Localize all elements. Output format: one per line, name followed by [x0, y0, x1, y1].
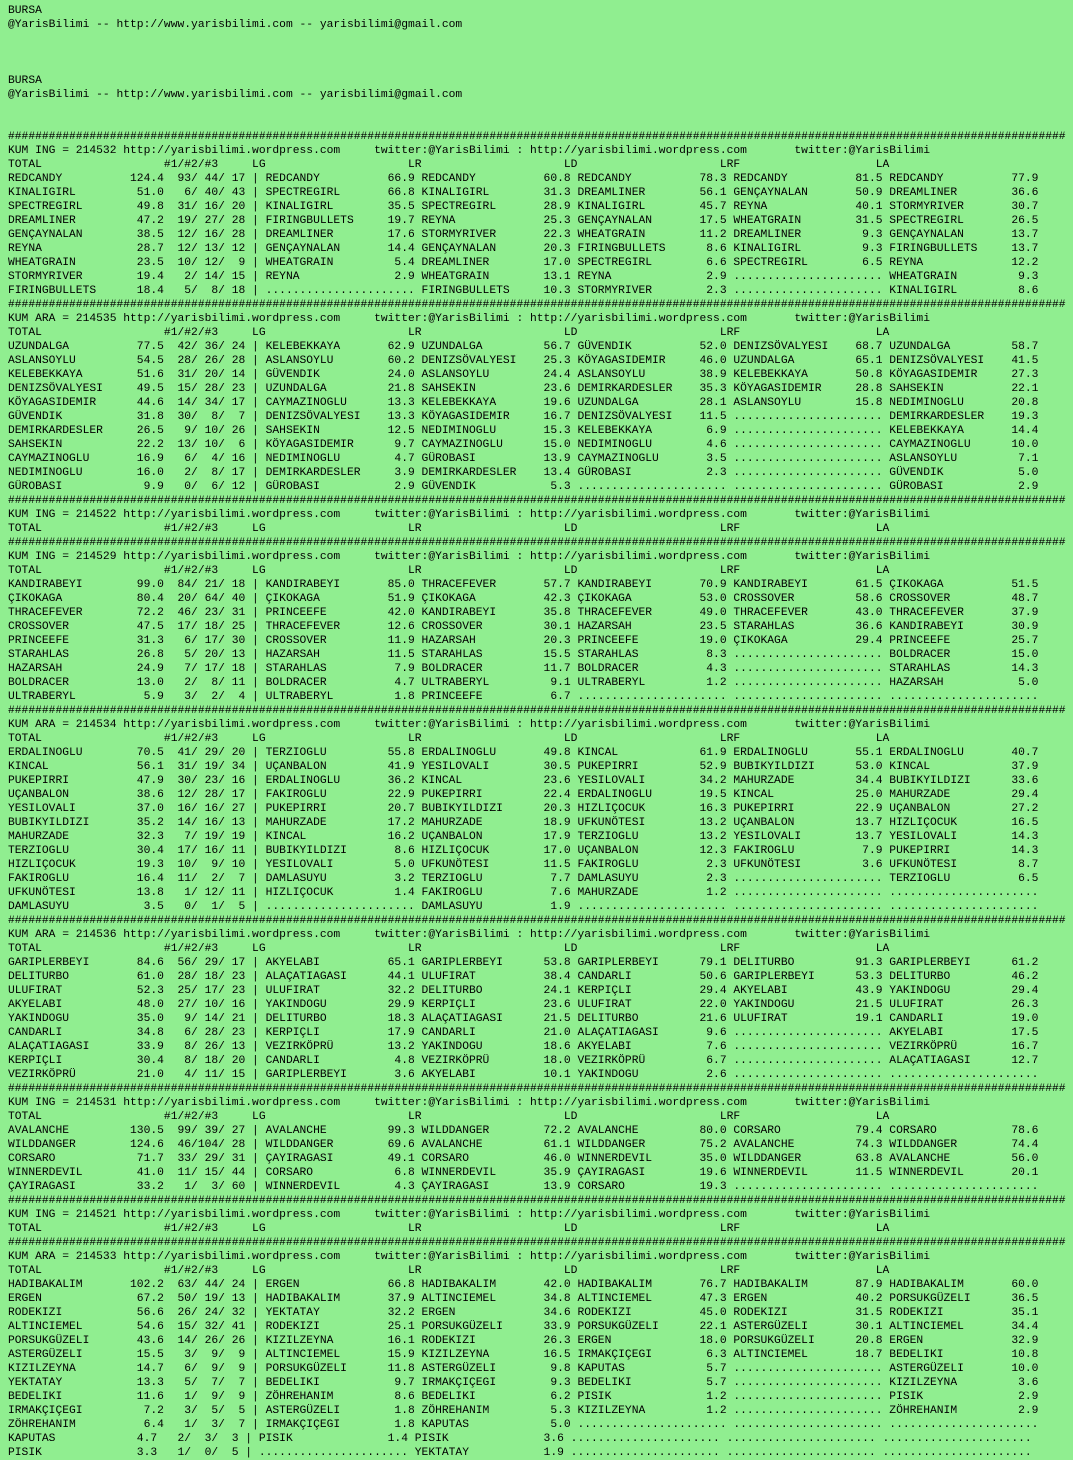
horse-stats-row: BEDELIKI 11.6 1/ 9/ 9 | ZÖHREHANIM 8.6 BEDELIKI 6.2 PISIK 1.2 ...................... PISIK 2.9 [8, 1391, 1039, 1403]
horse-stats-row: ALTINCIEMEL 54.6 15/ 32/ 41 | RODEKIZI 25.1 PORSUKGÜZELI 33.9 PORSUKGÜZELI 22.1 ASTERGÜZELI 30.1 ALTINCIEMEL 34.4 [8, 1321, 1039, 1333]
column-header: TOTAL #1/#2/#3 LG LR LD LRF LA [8, 159, 890, 171]
horse-stats-row: GÜROBASI 9.9 0/ 6/ 12 | GÜROBASI 2.9 GÜVENDIK 5.3 ...................... ...................... GÜROBASI 2.9 [8, 481, 1039, 493]
horse-stats-row: BOLDRACER 13.0 2/ 8/ 11 | BOLDRACER 4.7 ULTRABERYL 9.1 ULTRABERYL 1.2 ...................... HAZARSAH 5.0 [8, 677, 1039, 689]
horse-stats-row: TERZIOGLU 30.4 17/ 16/ 11 | BUBIKYILDIZI 8.6 HIZLIÇOCUK 17.0 UÇANBALON 12.3 FAKIROGLU 7.9 PUKEPIRRI 14.3 [8, 845, 1039, 857]
blank-line [8, 116, 1073, 130]
horse-stats-row: FAKIROGLU 16.4 11/ 2/ 7 | DAMLASUYU 3.2 TERZIOGLU 7.7 DAMLASUYU 2.3 ...................... TERZIOGLU 6.5 [8, 873, 1039, 885]
horse-stats-row: VEZIRKÖPRÜ 21.0 4/ 11/ 15 | GARIPLERBEYI 3.6 AKYELABI 10.1 YAKINDOGU 2.6 ...................... ...................... [8, 1069, 1039, 1081]
horse-stats-row: UÇANBALON 38.6 12/ 28/ 17 | FAKIROGLU 22.9 PUKEPIRRI 22.4 ERDALINOGLU 19.5 KINCAL 25.0 MAHURZADE 29.4 [8, 789, 1039, 801]
horse-stats-row: WINNERDEVIL 41.0 11/ 15/ 44 | CORSARO 6.8 WINNERDEVIL 35.9 ÇAYIRAGASI 19.6 WINNERDEVIL 11.5 WINNERDEVIL 20.1 [8, 1167, 1039, 1179]
blank-line [8, 32, 1073, 46]
section-divider: ############################################################################################################################################################ [8, 299, 1066, 311]
horse-stats-row: YAKINDOGU 35.0 9/ 14/ 21 | DELITURBO 18.3 ALAÇATIAGASI 21.5 DELITURBO 21.6 ULUFIRAT 19.1 CANDARLI 19.0 [8, 1013, 1039, 1025]
horse-stats-row: MAHURZADE 32.3 7/ 19/ 19 | KINCAL 16.2 UÇANBALON 17.9 TERZIOGLU 13.2 YESILOVALI 13.7 YESILOVALI 14.3 [8, 831, 1039, 843]
horse-stats-row: BUBIKYILDIZI 35.2 14/ 16/ 13 | MAHURZADE 17.2 MAHURZADE 18.9 UFKUNÖTESI 13.2 UÇANBALON 13.7 HIZLIÇOCUK 16.5 [8, 817, 1039, 829]
horse-stats-row: STARAHLAS 26.8 5/ 20/ 13 | HAZARSAH 11.5 STARAHLAS 15.5 STARAHLAS 8.3 ...................... BOLDRACER 15.0 [8, 649, 1039, 661]
section-divider: ############################################################################################################################################################ [8, 1237, 1066, 1249]
column-header: TOTAL #1/#2/#3 LG LR LD LRF LA [8, 1111, 890, 1123]
race-header: KUM ING = 214531 http://yarisbilimi.wordpress.com twitter:@YarisBilimi : http://yarisbilimi.wordpress.com twitter:@YarisBilimi [8, 1097, 930, 1109]
horse-stats-row: CAYMAZINOGLU 16.9 6/ 4/ 16 | NEDIMINOGLU 4.7 GÜROBASI 13.9 CAYMAZINOGLU 3.5 ...................... ASLANSOYLU 7.1 [8, 453, 1039, 465]
horse-stats-row: STORMYRIVER 19.4 2/ 14/ 15 | REYNA 2.9 WHEATGRAIN 13.1 REYNA 2.9 ...................... WHEATGRAIN 9.3 [8, 271, 1039, 283]
horse-stats-row: YESILOVALI 37.0 16/ 16/ 27 | PUKEPIRRI 20.7 BUBIKYILDIZI 20.3 HIZLIÇOCUK 16.3 PUKEPIRRI 22.9 UÇANBALON 27.2 [8, 803, 1039, 815]
horse-stats-row: WHEATGRAIN 23.5 10/ 12/ 9 | WHEATGRAIN 5.4 DREAMLINER 17.0 SPECTREGIRL 6.6 SPECTREGIRL 6.5 REYNA 12.2 [8, 257, 1039, 269]
horse-stats-row: SAHSEKIN 22.2 13/ 10/ 6 | KÖYAGASIDEMIR 9.7 CAYMAZINOGLU 15.0 NEDIMINOGLU 4.6 ...................... CAYMAZINOGLU 10.0 [8, 439, 1039, 451]
horse-stats-row: YEKTATAY 13.3 5/ 7/ 7 | BEDELIKI 9.7 IRMAKÇIÇEGI 9.3 BEDELIKI 5.7 ...................... KIZILZEYNA 3.6 [8, 1377, 1039, 1389]
horse-stats-row: ERGEN 67.2 50/ 19/ 13 | HADIBAKALIM 37.9 ALTINCIEMEL 34.8 ALTINCIEMEL 47.3 ERGEN 40.2 PORSUKGÜZELI 36.5 [8, 1293, 1039, 1305]
horse-stats-row: ASTERGÜZELI 15.5 3/ 9/ 9 | ALTINCIEMEL 15.9 KIZILZEYNA 16.5 IRMAKÇIÇEGI 6.3 ALTINCIEMEL 18.7 BEDELIKI 10.8 [8, 1349, 1039, 1361]
horse-stats-row: HIZLIÇOCUK 19.3 10/ 9/ 10 | YESILOVALI 5.0 UFKUNÖTESI 11.5 FAKIROGLU 2.3 UFKUNÖTESI 3.6 UFKUNÖTESI 8.7 [8, 859, 1039, 871]
horse-stats-row: GÜVENDIK 31.8 30/ 8/ 7 | DENIZSÖVALYESI 13.3 KÖYAGASIDEMIR 16.7 DENIZSÖVALYESI 11.5 ...................... DEMIRKARDESLER 19.3 [8, 411, 1039, 423]
race-header: KUM ING = 214522 http://yarisbilimi.wordpress.com twitter:@YarisBilimi : http://yarisbilimi.wordpress.com twitter:@YarisBilimi [8, 509, 930, 521]
horse-stats-row: IRMAKÇIÇEGI 7.2 3/ 5/ 5 | ASTERGÜZELI 1.8 ZÖHREHANIM 5.3 KIZILZEYNA 1.2 ...................... ZÖHREHANIM 2.9 [8, 1405, 1039, 1417]
horse-stats-row: UFKUNÖTESI 13.8 1/ 12/ 11 | HIZLIÇOCUK 1.4 FAKIROGLU 7.6 MAHURZADE 1.2 ...................... ...................... [8, 887, 1039, 899]
race-header: KUM ARA = 214534 http://yarisbilimi.wordpress.com twitter:@YarisBilimi : http://yarisbilimi.wordpress.com twitter:@YarisBilimi [8, 719, 930, 731]
blank-line [8, 102, 1073, 116]
horse-stats-row: KERPIÇLI 30.4 8/ 18/ 20 | CANDARLI 4.8 VEZIRKÖPRÜ 18.0 VEZIRKÖPRÜ 6.7 ...................... ALAÇATIAGASI 12.7 [8, 1055, 1039, 1067]
section-divider: ############################################################################################################################################################ [8, 705, 1066, 717]
section-divider: ############################################################################################################################################################ [8, 915, 1066, 927]
race-header: KUM ING = 214532 http://yarisbilimi.wordpress.com twitter:@YarisBilimi : http://yarisbilimi.wordpress.com twitter:@YarisBilimi [8, 145, 930, 157]
section-divider: ############################################################################################################################################################ [8, 495, 1066, 507]
horse-stats-row: HAZARSAH 24.9 7/ 17/ 18 | STARAHLAS 7.9 BOLDRACER 11.7 BOLDRACER 4.3 ...................... STARAHLAS 14.3 [8, 663, 1039, 675]
column-header: TOTAL #1/#2/#3 LG LR LD LRF LA [8, 1265, 890, 1277]
race-header: KUM ARA = 214533 http://yarisbilimi.wordpress.com twitter:@YarisBilimi : http://yarisbilimi.wordpress.com twitter:@YarisBilimi [8, 1251, 930, 1263]
horse-stats-row: DAMLASUYU 3.5 0/ 1/ 5 | ...................... DAMLASUYU 1.9 ...................... ...................... ...................... [8, 901, 1039, 913]
section-divider: ############################################################################################################################################################ [8, 1083, 1066, 1095]
race-header: KUM ARA = 214535 http://yarisbilimi.wordpress.com twitter:@YarisBilimi : http://yarisbilimi.wordpress.com twitter:@YarisBilimi [8, 313, 930, 325]
horse-stats-row: ERDALINOGLU 70.5 41/ 29/ 20 | TERZIOGLU 55.8 ERDALINOGLU 49.8 KINCAL 61.9 ERDALINOGLU 55.1 ERDALINOGLU 40.7 [8, 747, 1039, 759]
horse-stats-row: HADIBAKALIM 102.2 63/ 44/ 24 | ERGEN 66.8 HADIBAKALIM 42.0 HADIBAKALIM 76.7 HADIBAKALIM 87.9 HADIBAKALIM 60.0 [8, 1279, 1039, 1291]
horse-stats-row: ÇAYIRAGASI 33.2 1/ 3/ 60 | WINNERDEVIL 4.3 ÇAYIRAGASI 13.9 CORSARO 19.3 ...................... ...................... [8, 1181, 1039, 1193]
race-header: KUM ING = 214529 http://yarisbilimi.wordpress.com twitter:@YarisBilimi : http://yarisbilimi.wordpress.com twitter:@YarisBilimi [8, 551, 930, 563]
horse-stats-row: WILDDANGER 124.6 46/104/ 28 | WILDDANGER 69.6 AVALANCHE 61.1 WILDDANGER 75.2 AVALANCHE 74.3 WILDDANGER 74.4 [8, 1139, 1039, 1151]
horse-stats-row: CANDARLI 34.8 6/ 28/ 23 | KERPIÇLI 17.9 CANDARLI 21.0 ALAÇATIAGASI 9.6 ...................... AKYELABI 17.5 [8, 1027, 1039, 1039]
race-header: KUM ING = 214521 http://yarisbilimi.wordpress.com twitter:@YarisBilimi : http://yarisbilimi.wordpress.com twitter:@YarisBilimi [8, 1209, 930, 1221]
horse-stats-row: AVALANCHE 130.5 99/ 39/ 27 | AVALANCHE 99.3 WILDDANGER 72.2 AVALANCHE 80.0 CORSARO 79.4 CORSARO 78.6 [8, 1125, 1039, 1137]
horse-stats-row: ÇIKOKAGA 80.4 20/ 64/ 40 | ÇIKOKAGA 51.9 ÇIKOKAGA 42.3 ÇIKOKAGA 53.0 CROSSOVER 58.6 CROSSOVER 48.7 [8, 593, 1039, 605]
city-title: BURSA [8, 75, 42, 87]
horse-stats-row: CORSARO 71.7 33/ 29/ 31 | ÇAYIRAGASI 49.1 CORSARO 46.0 WINNERDEVIL 35.0 WILDDANGER 63.8 AVALANCHE 56.0 [8, 1153, 1039, 1165]
horse-stats-row: DELITURBO 61.0 28/ 18/ 23 | ALAÇATIAGASI 44.1 ULUFIRAT 38.4 CANDARLI 50.6 GARIPLERBEYI 53.3 DELITURBO 46.2 [8, 971, 1039, 983]
horse-stats-row: ULTRABERYL 5.9 3/ 2/ 4 | ULTRABERYL 1.8 PRINCEEFE 6.7 ...................... ...................... ...................... [8, 691, 1039, 703]
site-contact: @YarisBilimi -- http://www.yarisbilimi.com -- yarisbilimi@gmail.com [8, 19, 463, 31]
blank-line [8, 60, 1073, 74]
horse-stats-row: ULUFIRAT 52.3 25/ 17/ 23 | ULUFIRAT 32.2 DELITURBO 24.1 KERPIÇLI 29.4 AKYELABI 43.9 YAKINDOGU 29.4 [8, 985, 1039, 997]
horse-stats-row: AKYELABI 48.0 27/ 10/ 16 | YAKINDOGU 29.9 KERPIÇLI 23.6 ULUFIRAT 22.0 YAKINDOGU 21.5 ULUFIRAT 26.3 [8, 999, 1039, 1011]
column-header: TOTAL #1/#2/#3 LG LR LD LRF LA [8, 327, 890, 339]
horse-stats-row: GARIPLERBEYI 84.6 56/ 29/ 17 | AKYELABI 65.1 GARIPLERBEYI 53.8 GARIPLERBEYI 79.1 DELITURBO 91.3 GARIPLERBEYI 61.2 [8, 957, 1039, 969]
horse-stats-row: UZUNDALGA 77.5 42/ 36/ 24 | KELEBEKKAYA 62.9 UZUNDALGA 56.7 GÜVENDIK 52.0 DENIZSÖVALYESI 68.7 UZUNDALGA 58.7 [8, 341, 1039, 353]
horse-stats-row: RODEKIZI 56.6 26/ 24/ 32 | YEKTATAY 32.2 ERGEN 34.6 RODEKIZI 45.0 RODEKIZI 31.5 RODEKIZI 35.1 [8, 1307, 1039, 1319]
horse-stats-row: KÖYAGASIDEMIR 44.6 14/ 34/ 17 | CAYMAZINOGLU 13.3 KELEBEKKAYA 19.6 UZUNDALGA 28.1 ASLANSOYLU 15.8 NEDIMINOGLU 20.8 [8, 397, 1039, 409]
horse-stats-row: DREAMLINER 47.2 19/ 27/ 28 | FIRINGBULLETS 19.7 REYNA 25.3 GENÇAYNALAN 17.5 WHEATGRAIN 31.5 SPECTREGIRL 26.5 [8, 215, 1039, 227]
horse-stats-row: GENÇAYNALAN 38.5 12/ 16/ 28 | DREAMLINER 17.6 STORMYRIVER 22.3 WHEATGRAIN 11.2 DREAMLINER 9.3 GENÇAYNALAN 13.7 [8, 229, 1039, 241]
horse-stats-row: KANDIRABEYI 99.0 84/ 21/ 18 | KANDIRABEYI 85.0 THRACEFEVER 57.7 KANDIRABEYI 70.9 KANDIRABEYI 61.5 ÇIKOKAGA 51.5 [8, 579, 1039, 591]
horse-stats-row: FIRINGBULLETS 18.4 5/ 8/ 18 | ...................... FIRINGBULLETS 10.3 STORMYRIVER 2.3 ...................... KINALIGIRL 8.6 [8, 285, 1039, 297]
horse-stats-row: NEDIMINOGLU 16.0 2/ 8/ 17 | DEMIRKARDESLER 3.9 DEMIRKARDESLER 13.4 GÜROBASI 2.3 ...................... GÜVENDIK 5.0 [8, 467, 1039, 479]
column-header: TOTAL #1/#2/#3 LG LR LD LRF LA [8, 523, 890, 535]
city-title: BURSA [8, 5, 42, 17]
horse-stats-row: PORSUKGÜZELI 43.6 14/ 26/ 26 | KIZILZEYNA 16.1 RODEKIZI 26.3 ERGEN 18.0 PORSUKGÜZELI 20.8 ERGEN 32.9 [8, 1335, 1039, 1347]
horse-stats-row: ASLANSOYLU 54.5 28/ 26/ 28 | ASLANSOYLU 60.2 DENIZSÖVALYESI 25.3 KÖYAGASIDEMIR 46.0 UZUNDALGA 65.1 DENIZSÖVALYESI 41.5 [8, 355, 1039, 367]
section-divider: ############################################################################################################################################################ [8, 1195, 1066, 1207]
blank-line [8, 46, 1073, 60]
horse-stats-row: DENIZSÖVALYESI 49.5 15/ 28/ 23 | UZUNDALGA 21.8 SAHSEKIN 23.6 DEMIRKARDESLER 35.3 KÖYAGASIDEMIR 28.8 SAHSEKIN 22.1 [8, 383, 1039, 395]
site-contact: @YarisBilimi -- http://www.yarisbilimi.com -- yarisbilimi@gmail.com [8, 89, 463, 101]
column-header: TOTAL #1/#2/#3 LG LR LD LRF LA [8, 943, 890, 955]
column-header: TOTAL #1/#2/#3 LG LR LD LRF LA [8, 565, 890, 577]
horse-stats-row: ALAÇATIAGASI 33.9 8/ 26/ 13 | VEZIRKÖPRÜ 13.2 YAKINDOGU 18.6 AKYELABI 7.6 ...................... VEZIRKÖPRÜ 16.7 [8, 1041, 1039, 1053]
horse-stats-row: CROSSOVER 47.5 17/ 18/ 25 | THRACEFEVER 12.6 CROSSOVER 30.1 HAZARSAH 23.5 STARAHLAS 36.6 KANDIRABEYI 30.9 [8, 621, 1039, 633]
horse-stats-row: KIZILZEYNA 14.7 6/ 9/ 9 | PORSUKGÜZELI 11.8 ASTERGÜZELI 9.8 KAPUTAS 5.7 ...................... ASTERGÜZELI 10.0 [8, 1363, 1039, 1375]
horse-stats-row: THRACEFEVER 72.2 46/ 23/ 31 | PRINCEEFE 42.0 KANDIRABEYI 35.8 THRACEFEVER 49.0 THRACEFEVER 43.0 THRACEFEVER 37.9 [8, 607, 1039, 619]
horse-stats-row: KINCAL 56.1 31/ 19/ 34 | UÇANBALON 41.9 YESILOVALI 30.5 PUKEPIRRI 52.9 BUBIKYILDIZI 53.0 KINCAL 37.9 [8, 761, 1039, 773]
horse-stats-row: KELEBEKKAYA 51.6 31/ 20/ 14 | GÜVENDIK 24.0 ASLANSOYLU 24.4 ASLANSOYLU 38.9 KELEBEKKAYA 50.8 KÖYAGASIDEMIR 27.3 [8, 369, 1039, 381]
horse-stats-row: KAPUTAS 4.7 2/ 3/ 3 | PISIK 1.4 PISIK 3.6 ...................... ...................... ...................... [8, 1433, 1032, 1445]
horse-stats-row: PRINCEEFE 31.3 6/ 17/ 30 | CROSSOVER 11.9 HAZARSAH 20.3 PRINCEEFE 19.0 ÇIKOKAGA 29.4 PRINCEEFE 25.7 [8, 635, 1039, 647]
horse-stats-row: SPECTREGIRL 49.8 31/ 16/ 20 | KINALIGIRL 35.5 SPECTREGIRL 28.9 KINALIGIRL 45.7 REYNA 40.1 STORMYRIVER 30.7 [8, 201, 1039, 213]
horse-stats-row: KINALIGIRL 51.0 6/ 40/ 43 | SPECTREGIRL 66.8 KINALIGIRL 31.3 DREAMLINER 56.1 GENÇAYNALAN 50.9 DREAMLINER 36.6 [8, 187, 1039, 199]
column-header: TOTAL #1/#2/#3 LG LR LD LRF LA [8, 1223, 890, 1235]
horse-stats-row: PUKEPIRRI 47.9 30/ 23/ 16 | ERDALINOGLU 36.2 KINCAL 23.6 YESILOVALI 34.2 MAHURZADE 34.4 BUBIKYILDIZI 33.6 [8, 775, 1039, 787]
horse-stats-row: REDCANDY 124.4 93/ 44/ 17 | REDCANDY 66.9 REDCANDY 60.8 REDCANDY 78.3 REDCANDY 81.5 REDCANDY 77.9 [8, 173, 1039, 185]
horse-stats-row: ZÖHREHANIM 6.4 1/ 3/ 7 | IRMAKÇIÇEGI 1.8 KAPUTAS 5.0 ...................... ...................... ...................... [8, 1419, 1039, 1431]
horse-stats-row: PISIK 3.3 1/ 0/ 5 | ...................... YEKTATAY 1.9 ...................... ...................... ...................... [8, 1447, 1032, 1459]
section-divider: ############################################################################################################################################################ [8, 131, 1066, 143]
column-header: TOTAL #1/#2/#3 LG LR LD LRF LA [8, 733, 890, 745]
section-divider: ############################################################################################################################################################ [8, 537, 1066, 549]
horse-stats-row: REYNA 28.7 12/ 13/ 12 | GENÇAYNALAN 14.4 GENÇAYNALAN 20.3 FIRINGBULLETS 8.6 KINALIGIRL 9.3 FIRINGBULLETS 13.7 [8, 243, 1039, 255]
horse-stats-row: DEMIRKARDESLER 26.5 9/ 10/ 26 | SAHSEKIN 12.5 NEDIMINOGLU 15.3 KELEBEKKAYA 6.9 ...................... KELEBEKKAYA 14.4 [8, 425, 1039, 437]
race-header: KUM ARA = 214536 http://yarisbilimi.wordpress.com twitter:@YarisBilimi : http://yarisbilimi.wordpress.com twitter:@YarisBilimi [8, 929, 930, 941]
